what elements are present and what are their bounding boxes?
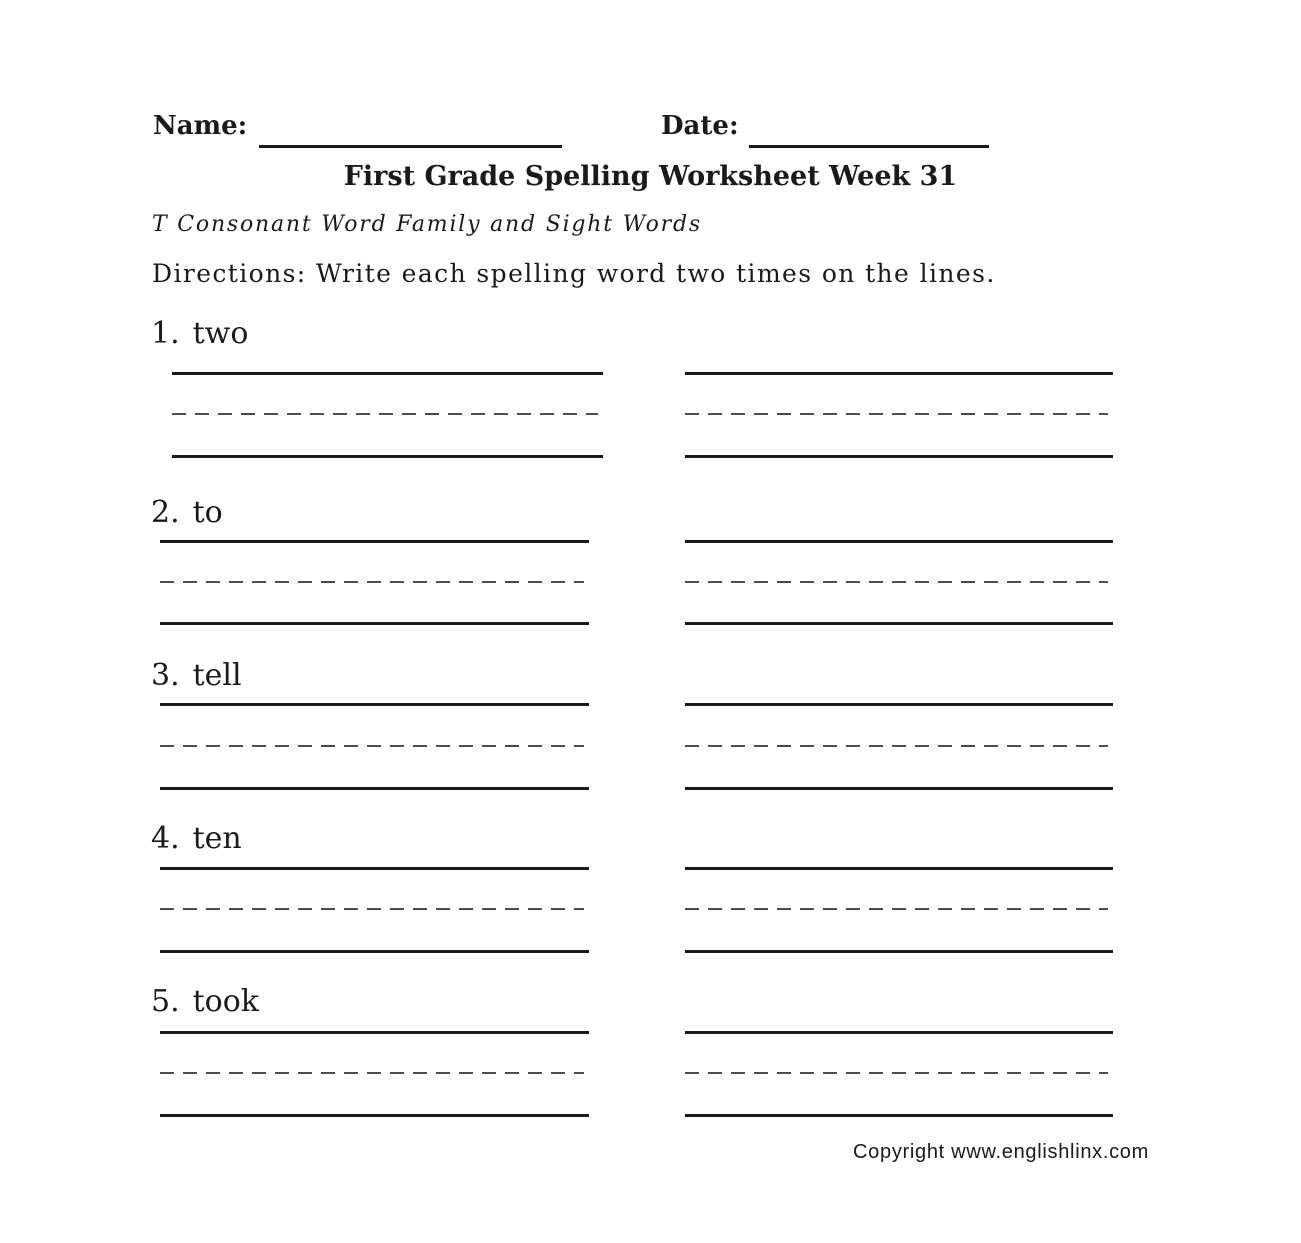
writing-line-right-top <box>685 703 1113 706</box>
worksheet-subtitle: T Consonant Word Family and Sight Words <box>152 212 702 237</box>
word-number: 3. <box>151 658 180 693</box>
name-label: Name: <box>153 111 248 141</box>
writing-line-right-top <box>685 540 1113 543</box>
writing-line-right-top <box>685 1031 1113 1034</box>
writing-line-left-top <box>160 1031 589 1034</box>
writing-line-left-middle-dashed <box>160 908 584 910</box>
writing-line-left-middle-dashed <box>160 1072 584 1074</box>
word-number: 5. <box>151 984 180 1019</box>
writing-line-left-top <box>172 372 603 375</box>
word-label <box>151 660 242 692</box>
writing-line-right-bottom <box>685 455 1113 458</box>
writing-line-left-middle-dashed <box>160 745 584 747</box>
writing-line-right-bottom <box>685 622 1113 625</box>
writing-line-right-middle-dashed <box>685 581 1108 583</box>
writing-line-right-middle-dashed <box>685 908 1108 910</box>
word-label <box>151 823 242 855</box>
spelling-word: took <box>192 984 259 1019</box>
writing-line-left-middle-dashed <box>160 581 584 583</box>
word-number: 4. <box>151 821 180 856</box>
spelling-word: ten <box>192 821 242 856</box>
spelling-word: two <box>192 316 249 351</box>
writing-line-left-top <box>160 867 589 870</box>
directions-text: Directions: Write each spelling word two times on the lines. <box>152 259 996 288</box>
word-label <box>151 986 259 1018</box>
date-label: Date: <box>661 111 739 141</box>
worksheet-title: First Grade Spelling Worksheet Week 31 <box>343 161 958 192</box>
writing-line-left-middle-dashed <box>172 413 598 415</box>
writing-line-left-bottom <box>172 455 603 458</box>
spelling-word: tell <box>192 658 242 693</box>
date-blank-line <box>749 145 989 148</box>
word-label <box>151 497 223 529</box>
word-label <box>151 318 248 350</box>
writing-line-right-top <box>685 372 1113 375</box>
writing-line-right-middle-dashed <box>685 1072 1108 1074</box>
writing-line-right-bottom <box>685 787 1113 790</box>
word-number: 2. <box>151 495 180 530</box>
writing-line-left-bottom <box>160 950 589 953</box>
writing-line-right-bottom <box>685 1114 1113 1117</box>
spelling-word: to <box>192 495 223 530</box>
writing-line-right-top <box>685 867 1113 870</box>
copyright-text: Copyright www.englishlinx.com <box>853 1141 1149 1163</box>
writing-line-right-bottom <box>685 950 1113 953</box>
writing-line-right-middle-dashed <box>685 745 1108 747</box>
writing-line-left-bottom <box>160 1114 589 1117</box>
writing-line-left-top <box>160 703 589 706</box>
writing-line-right-middle-dashed <box>685 413 1108 415</box>
word-number: 1. <box>151 316 180 351</box>
writing-line-left-bottom <box>160 622 589 625</box>
name-blank-line <box>259 145 562 148</box>
writing-line-left-top <box>160 540 589 543</box>
writing-line-left-bottom <box>160 787 589 790</box>
